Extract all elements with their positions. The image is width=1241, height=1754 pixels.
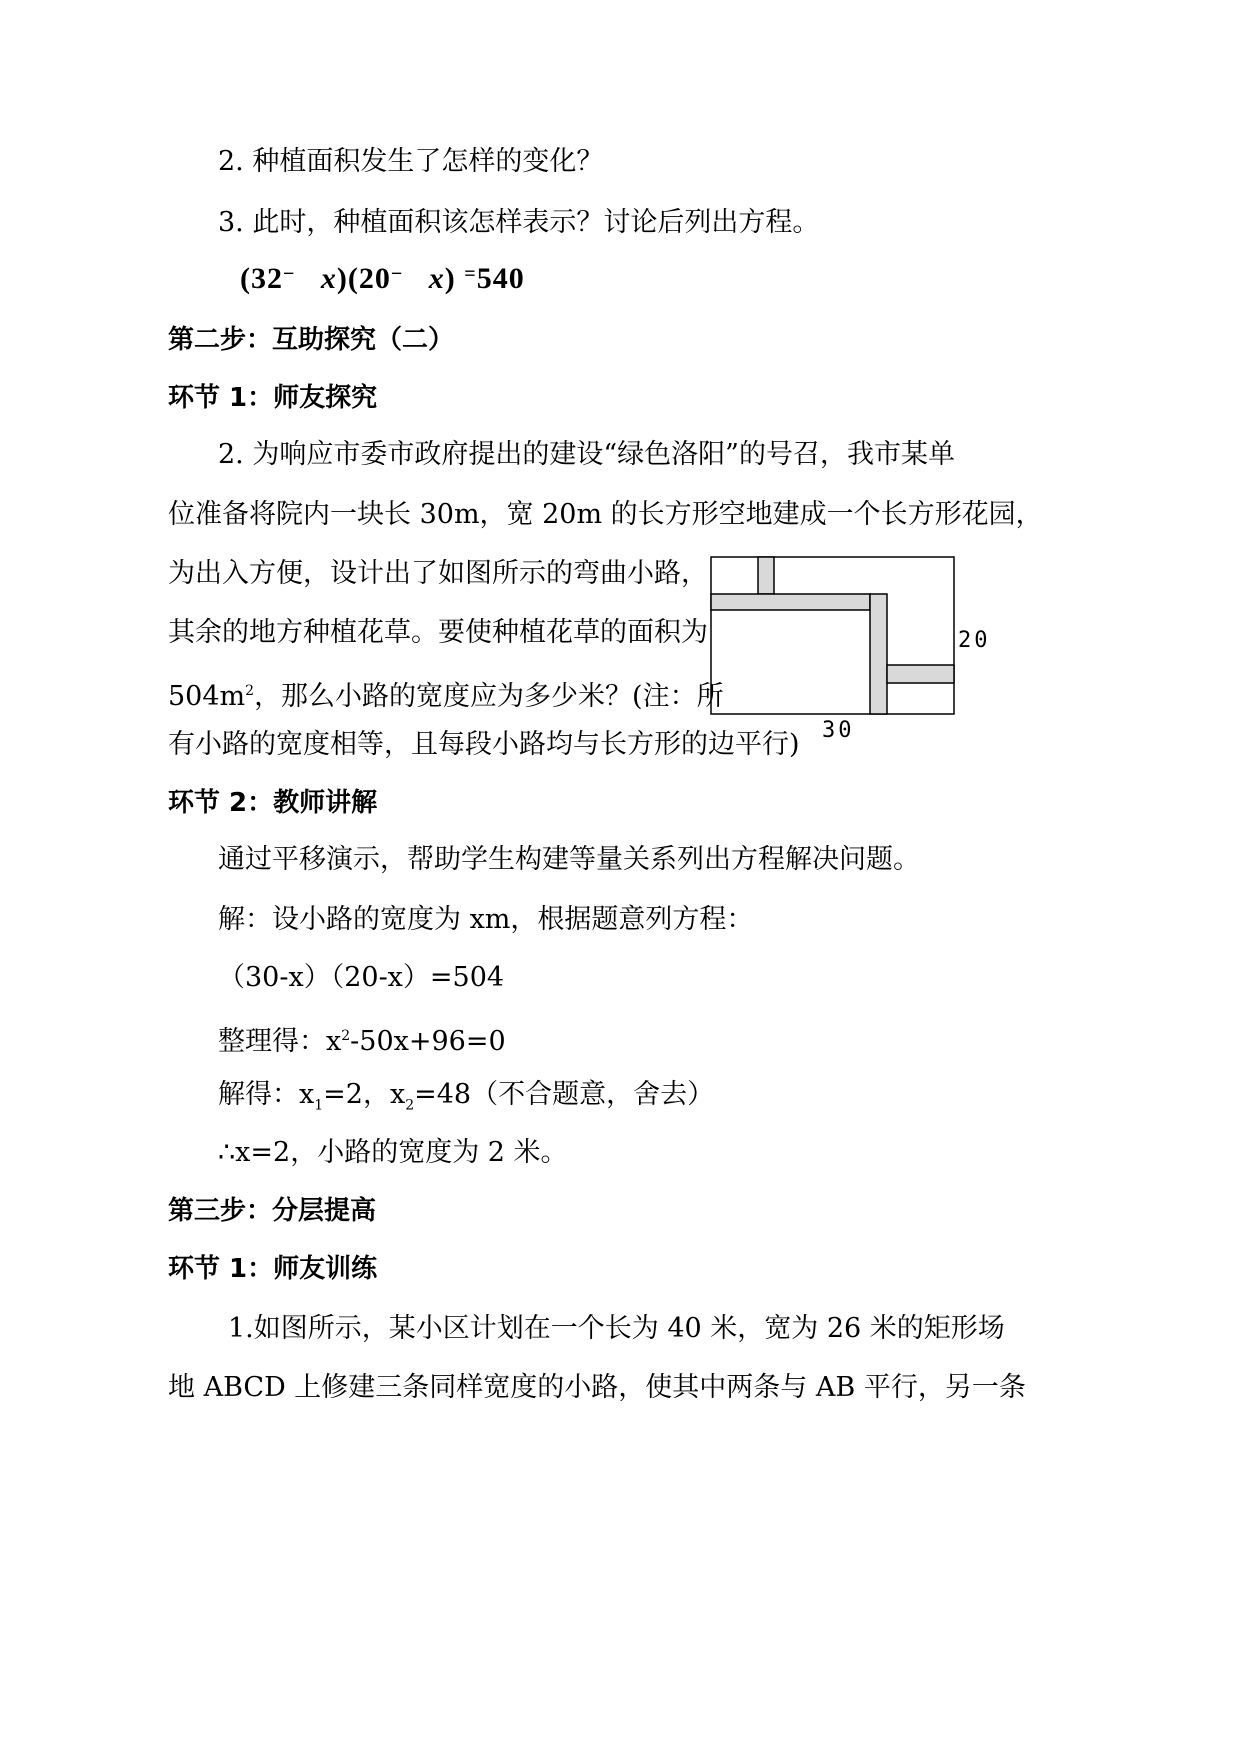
teach-line-2: 解：设小路的宽度为 xm，根据题意列方程： — [218, 904, 754, 935]
step-3-heading: 第三步：分层提高 — [168, 1196, 377, 1226]
problem-line-1: 2. 为响应市委市政府提出的建设“绿色洛阳”的号召，我市某单 — [218, 439, 955, 470]
path-horizontal-top — [711, 594, 870, 610]
problem-line-5: $504m^2$，那么小路的宽度应为多少米？(注：所 — [168, 681, 724, 712]
path-horizontal-right — [887, 665, 954, 683]
teach-line-5: 解得：$x_1=2$，$x_2=48$（不合题意，舍去） — [218, 1079, 715, 1114]
question-2: 2. 种植面积发生了怎样的变化？ — [218, 146, 604, 177]
exercise-line-1: 1.如图所示，某小区计划在一个长为 40 米，宽为 26 米的矩形场 — [228, 1313, 1005, 1344]
garden-outline — [711, 557, 954, 714]
teach-line-6: ∴x=2，小路的宽度为 2 米。 — [218, 1137, 568, 1168]
equation: (32− x)(20− x) =540 — [240, 262, 525, 295]
label-width: 30 — [822, 718, 855, 743]
problem-line-3: 为出入方便，设计出了如图所示的弯曲小路， — [168, 558, 708, 589]
problem-line-6: 有小路的宽度相等，且每段小路均与长方形的边平行) — [168, 729, 800, 760]
teach-line-3: （30-x）（20-x）=504 — [218, 962, 505, 993]
link-1-training-heading: 环节 1：师友训练 — [168, 1254, 378, 1284]
path-vertical-short — [758, 557, 774, 594]
problem-line-2: 位准备将院内一块长 30m，宽 20m 的长方形空地建成一个长方形花园， — [168, 499, 1043, 530]
step-2-heading: 第二步：互助探究（二） — [168, 325, 455, 355]
label-height: 20 — [958, 628, 991, 653]
teach-line-1: 通过平移演示，帮助学生构建等量关系列出方程解决问题。 — [218, 844, 920, 875]
exercise-line-2: 地 ABCD 上修建三条同样宽度的小路，使其中两条与 AB 平行，另一条 — [168, 1372, 1026, 1403]
link-2-heading: 环节 2：教师讲解 — [168, 788, 378, 818]
question-3: 3. 此时，种植面积该怎样表示？讨论后列出方程。 — [218, 207, 820, 238]
path-vertical-long — [870, 594, 887, 714]
problem-line-4: 其余的地方种植花草。要使种植花草的面积为 — [168, 617, 708, 648]
teach-line-4: 整理得：$x^2-50x+96=0$ — [218, 1026, 506, 1057]
link-1-heading: 环节 1：师友探究 — [168, 383, 378, 413]
